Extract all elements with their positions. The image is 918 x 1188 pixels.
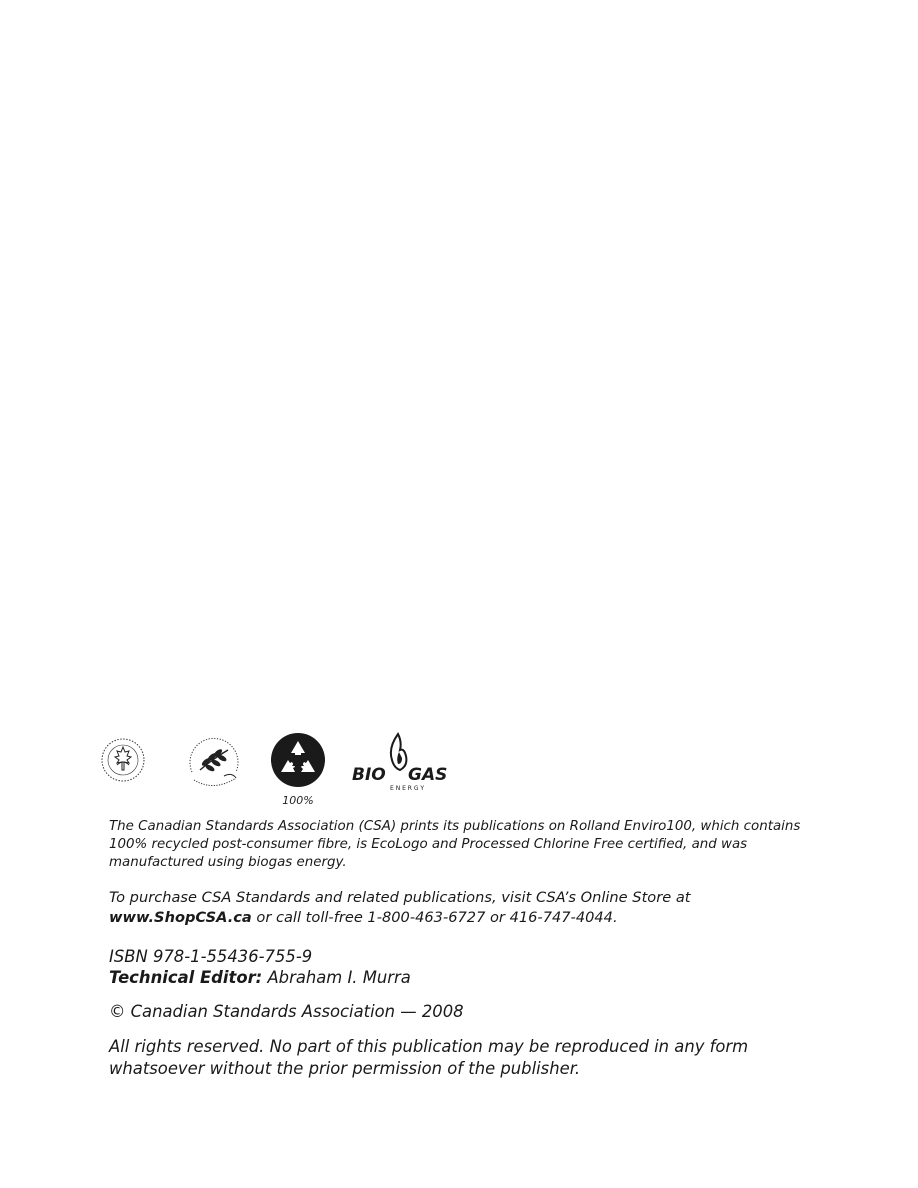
purchase-text-after: or call toll-free 1-800-463-6727 or 416-747-4044.	[251, 908, 618, 926]
recycle-percent-label: 100%	[282, 794, 314, 807]
environmental-choice-maple-leaf-icon	[100, 732, 146, 790]
biogas-flame-icon	[350, 728, 450, 794]
recycle-icon	[268, 732, 328, 792]
biogas-word-left: BIO	[352, 765, 386, 785]
biogas-word-right: GAS	[408, 765, 448, 785]
paper-statement: The Canadian Standards Association (CSA) prints its publications on Rolland Enviro100, which contains 100% recycled post-consumer fibre, is EcoLogo and Processed Chlorine Free certified, and was manufactured using biogas energy.	[109, 819, 801, 870]
processed-chlorine-free-icon	[184, 732, 244, 790]
purchase-statement	[109, 888, 819, 927]
certification-logos	[100, 728, 460, 810]
technical-editor-label: Technical Editor:	[109, 968, 263, 987]
copyright-notice: © Canadian Standards Association — 2008	[109, 1002, 464, 1021]
biogas-energy-label: E N E R G Y	[390, 785, 425, 792]
shop-csa-link[interactable]: www.ShopCSA.ca	[109, 908, 252, 926]
isbn: ISBN 978-1-55436-755-9	[109, 947, 313, 966]
rights-statement: All rights reserved. No part of this publication may be reproduced in any form whatsoever without the prior permission of the publisher.	[109, 1037, 749, 1078]
purchase-text-before: To purchase CSA Standards and related publications, visit CSA’s Online Store at	[109, 889, 691, 906]
technical-editor	[109, 967, 829, 989]
technical-editor-name: Abraham I. Murra	[262, 968, 411, 987]
